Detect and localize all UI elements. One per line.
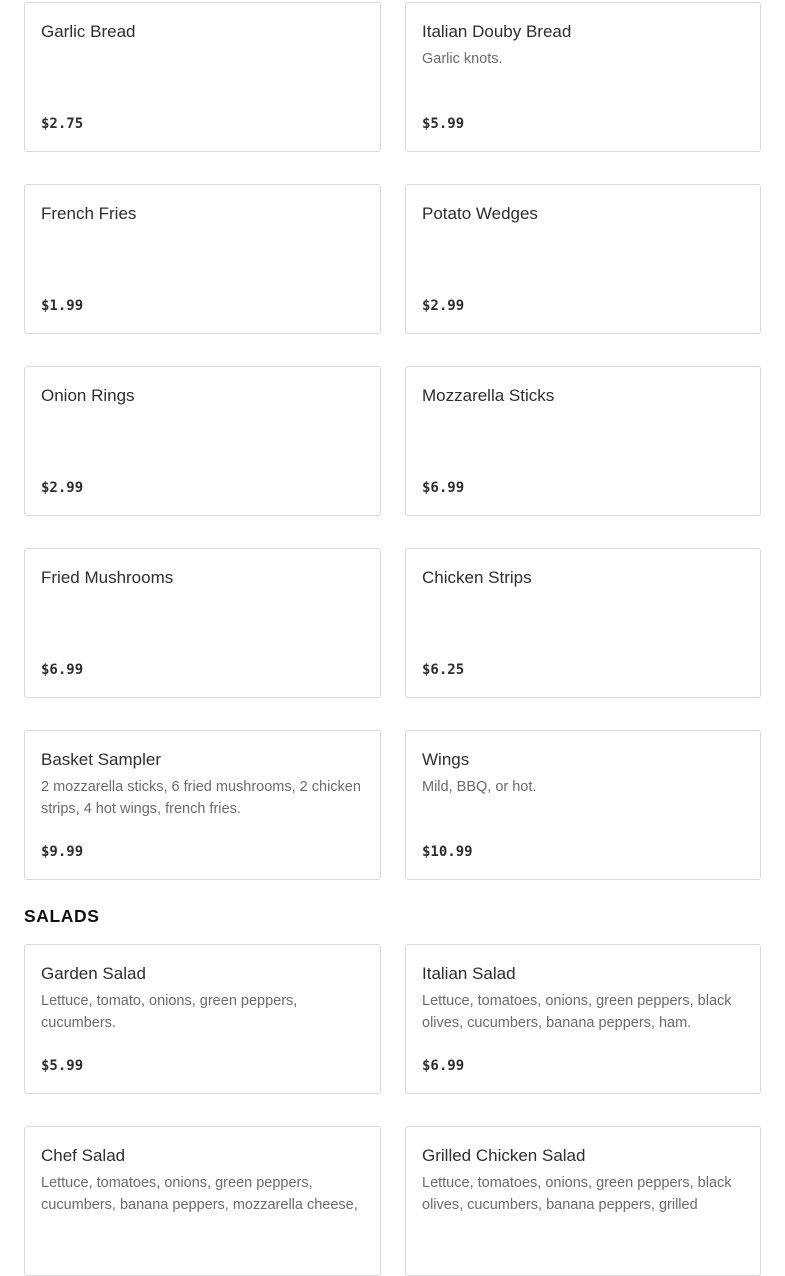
menu-item-card-garden-salad[interactable] bbox=[24, 944, 381, 1094]
menu-item-card-french-fries[interactable] bbox=[24, 184, 381, 334]
menu-item-card-chicken-strips[interactable] bbox=[405, 548, 761, 698]
menu-item-name: Mozzarella Sticks bbox=[422, 386, 555, 405]
section-title-salads: SALADS bbox=[24, 906, 100, 926]
menu-item-price: $9.99 bbox=[41, 844, 84, 860]
menu-item-description bbox=[41, 412, 364, 456]
menu-item-card-wings[interactable] bbox=[405, 730, 761, 880]
appetizers-grid bbox=[24, 2, 761, 880]
menu-item-name: French Fries bbox=[41, 204, 137, 223]
menu-item-name: Italian Salad bbox=[422, 964, 516, 983]
menu-item-name: Garlic Bread bbox=[41, 22, 136, 41]
menu-item-price: $6.99 bbox=[422, 1058, 465, 1074]
menu-item-description bbox=[41, 594, 364, 638]
menu-item-description bbox=[422, 412, 744, 456]
menu-item-name: Fried Mushrooms bbox=[41, 568, 174, 587]
menu-item-description: Mild, BBQ, or hot. bbox=[422, 779, 537, 795]
menu-item-price: $6.99 bbox=[41, 662, 84, 678]
menu-item-name: Grilled Chicken Salad bbox=[422, 1146, 586, 1165]
menu-item-price: $2.99 bbox=[422, 298, 465, 314]
menu-item-description bbox=[422, 594, 744, 638]
menu-item-price: $6.25 bbox=[422, 662, 465, 678]
menu-item-description: Garlic knots. bbox=[422, 51, 503, 67]
menu-item-card-basket-sampler[interactable] bbox=[24, 730, 381, 880]
menu-item-card-italian-salad[interactable] bbox=[405, 944, 761, 1094]
menu-item-price: $5.99 bbox=[41, 1058, 84, 1074]
menu-item-name: Basket Sampler bbox=[41, 750, 161, 769]
menu-item-price: $2.75 bbox=[41, 116, 84, 132]
menu-item-card-grilled-chicken-salad[interactable] bbox=[405, 1126, 761, 1276]
menu-item-price: $1.99 bbox=[41, 298, 84, 314]
menu-item-description: Lettuce, tomatoes, onions, green peppers, cucumbers, banana peppers, mozzarella cheese, bbox=[41, 1175, 358, 1213]
menu-item-card-fried-mushrooms[interactable] bbox=[24, 548, 381, 698]
salads-grid bbox=[24, 944, 761, 1276]
menu-item-description: Lettuce, tomatoes, onions, green peppers, black olives, cucumbers, banana peppers, grilled bbox=[422, 1175, 732, 1213]
menu-item-description: Lettuce, tomatoes, onions, green peppers, black olives, cucumbers, banana peppers, ham. bbox=[422, 993, 732, 1031]
menu-item-name: Wings bbox=[422, 750, 470, 769]
menu-item-price: $10.99 bbox=[422, 844, 473, 860]
menu-item-price: $2.99 bbox=[41, 480, 84, 496]
menu-item-name: Potato Wedges bbox=[422, 204, 538, 223]
menu-item-name: Chicken Strips bbox=[422, 568, 532, 587]
menu-item-card-onion-rings[interactable] bbox=[24, 366, 381, 516]
menu-item-name: Chef Salad bbox=[41, 1146, 126, 1165]
menu-item-description bbox=[41, 230, 364, 274]
menu-item-card-garlic-bread[interactable] bbox=[24, 2, 381, 152]
menu-item-name: Italian Douby Bread bbox=[422, 22, 572, 41]
menu-item-description: Lettuce, tomato, onions, green peppers, cucumbers. bbox=[41, 993, 298, 1031]
menu-item-card-potato-wedges[interactable] bbox=[405, 184, 761, 334]
menu-item-price: $6.99 bbox=[422, 480, 465, 496]
menu-item-description: 2 mozzarella sticks, 6 fried mushrooms, 2 chicken strips, 4 hot wings, french fries. bbox=[41, 779, 361, 817]
menu-item-price: $5.99 bbox=[422, 116, 465, 132]
menu-item-card-chef-salad[interactable] bbox=[24, 1126, 381, 1276]
menu-item-name: Garden Salad bbox=[41, 964, 146, 983]
menu-item-description bbox=[41, 48, 364, 92]
menu-item-description bbox=[422, 230, 744, 274]
menu-item-card-italian-douby-bread[interactable] bbox=[405, 2, 761, 152]
menu-item-card-mozzarella-sticks[interactable] bbox=[405, 366, 761, 516]
menu-item-name: Onion Rings bbox=[41, 386, 135, 405]
